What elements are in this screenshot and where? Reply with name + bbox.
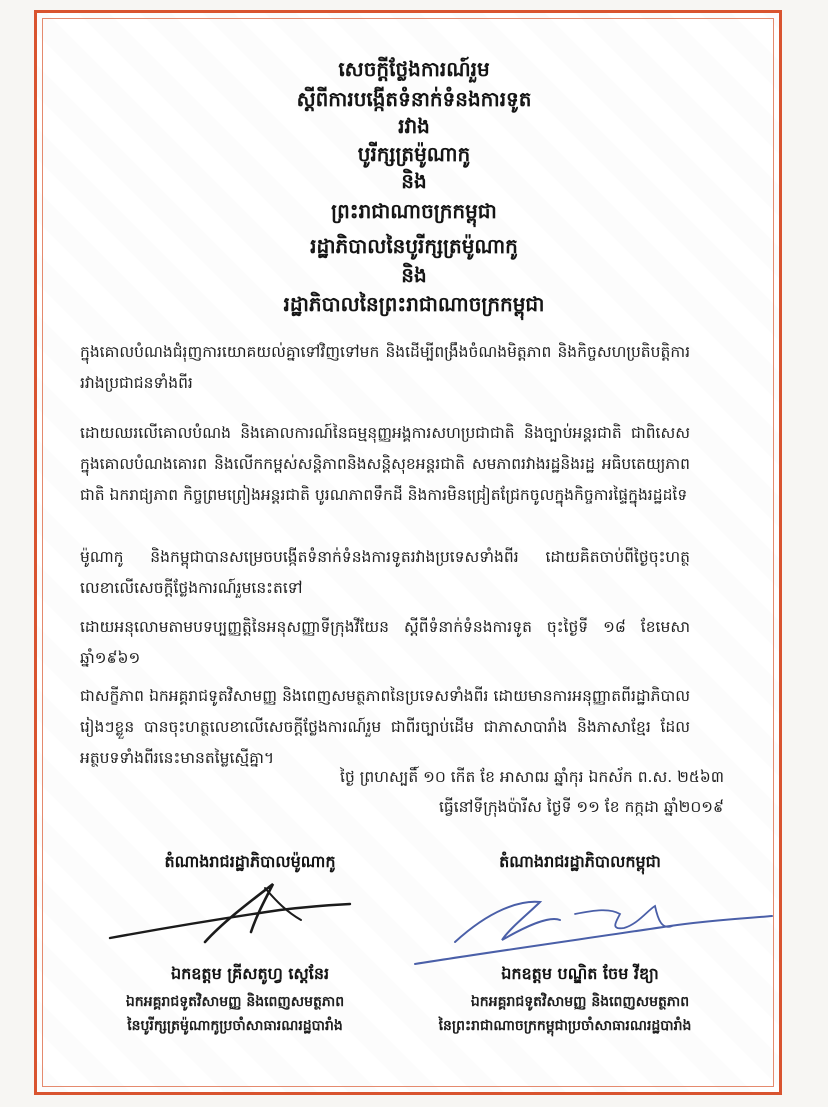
date-lunar: ថ្ងៃ ព្រហស្បតិ៍ ១០ កើត ខែ អាសាឍ ឆ្នាំកុរ ឯកស័ក ព.ស. ២៥៦៣ (340, 768, 724, 786)
paragraph-purpose: ក្នុងគោលបំណងជំរុញការយោគយល់គ្នាទៅវិញទៅមក និងដើម្បីពង្រឹងចំណងមិត្តភាព និងកិច្ចសហប្រតិបត្តិការរវាងប្រជាជនទាំងពីរ (80, 343, 690, 392)
heading-between: រវាង (398, 114, 430, 138)
paragraph-principles: ដោយឈរលើគោលបំណង និងគោលការណ៍នៃធម្មនុញ្ញអង្គការសហប្រជាជាតិ និងច្បាប់អន្តរជាតិ ជាពិសេសក្នុងគោលបំណងគោរព និងលើកកម្ពស់សន្តិភាពនិងសន្តិសុខអន្តរជាតិ សមភាពរវាងរដ្ឋនិងរដ្ឋ អធិបតេយ្យភាពជាតិ ឯករាជ្យភាព កិច្ចព្រមព្រៀងអន្តរជាតិ បូរណភាពទឹកដី និងការមិនជ្រៀតជ្រែកចូលក្នុងកិច្ចការផ្ទៃក្នុងរដ្ឋដទៃ (80, 424, 690, 504)
heading-diplomatic-relations: ស្តីពីការបង្កើតទំនាក់ទំនងការទូត (296, 87, 532, 111)
left-signatory-role-1: ឯកអគ្គរាជទូតវិសាមញ្ញ និងពេញសមត្ថភាព (125, 994, 345, 1010)
heading-monaco: បូរីក្សត្រម៉ូណាកូ (357, 142, 471, 166)
left-signatory-title: តំណាងរាជរដ្ឋាភិបាលម៉ូណាកូ (164, 852, 336, 871)
heading-and-2: និង (401, 263, 427, 287)
right-signatory-role-2: នៃព្រះរាជាណាចក្រកម្ពុជាប្រចាំសាធារណរដ្ឋបារាំង (438, 1018, 692, 1034)
right-signatory-role-1: ឯកអគ្គរាជទូតវិសាមញ្ញ និងពេញសមត្ថភាព (470, 994, 690, 1010)
heading-government-cambodia: រដ្ឋាភិបាលនៃព្រះរាជាណាចក្រកម្ពុជា (283, 292, 545, 316)
heading-government-monaco: រដ្ឋាភិបាលនៃបូរីក្សត្រម៉ូណាកូ (310, 234, 518, 258)
paragraph-vienna-convention: ដោយអនុលោមតាមបទប្បញ្ញត្តិនៃអនុសញ្ញាទីក្រុងវីយែន ស្តីពីទំនាក់ទំនងការទូត ចុះថ្ងៃទី ១៨ ខែមេសា ឆ្នាំ១៩៦១ (80, 618, 690, 667)
left-signature (105, 880, 355, 950)
right-signature (410, 880, 780, 970)
date-solar: ធ្វើនៅទីក្រុងប៉ារីស ថ្ងៃទី ១១ ខែ កក្កដា ឆ្នាំ២០១៩ (438, 798, 724, 816)
left-signatory-name: ឯកឧត្តម គ្រីសតូហ្វ ស្តេនែរ (170, 964, 330, 983)
right-signatory-name: ឯកឧត្តម បណ្ឌិត ចែម វីឌ្យា (501, 964, 659, 983)
right-signatory-title: តំណាងរាជរដ្ឋាភិបាលកម្ពុជា (499, 852, 661, 871)
paragraph-decision: ម៉ូណាកូ និងកម្ពុជាបានសម្រេចបង្កើតទំនាក់ទំនងការទូតរវាងប្រទេសទាំងពីរ ដោយគិតចាប់ពីថ្ងៃចុះហត្ថលេខាលើសេចក្តីថ្លែងការណ៍រួមនេះតទៅ (80, 548, 690, 597)
heading-joint-statement: សេចក្តីថ្លែងការណ៍រួម (338, 57, 490, 81)
heading-and-1: និង (401, 169, 427, 193)
left-signatory-role-2: នៃបូរីក្សត្រម៉ូណាកូប្រចាំសាធារណរដ្ឋបារាំង (127, 1018, 343, 1034)
heading-cambodia: ព្រះរាជាណាចក្រកម្ពុជា (331, 199, 497, 223)
paragraph-witness: ជាសក្ខីភាព ឯកអគ្គរាជទូតវិសាមញ្ញ និងពេញសមត្ថភាពនៃប្រទេសទាំងពីរ ដោយមានការអនុញ្ញាតពីរដ្ឋាភិបាលរៀងៗខ្លួន បានចុះហត្ថលេខាលើសេចក្តីថ្លែងការណ៍រួម ជាពីរច្បាប់ដើម ជាភាសាបារាំង និងភាសាខ្មែរ ដែលអត្ថបទទាំងពីរនេះមានតម្លៃស្មើគ្នា។ (80, 687, 690, 767)
